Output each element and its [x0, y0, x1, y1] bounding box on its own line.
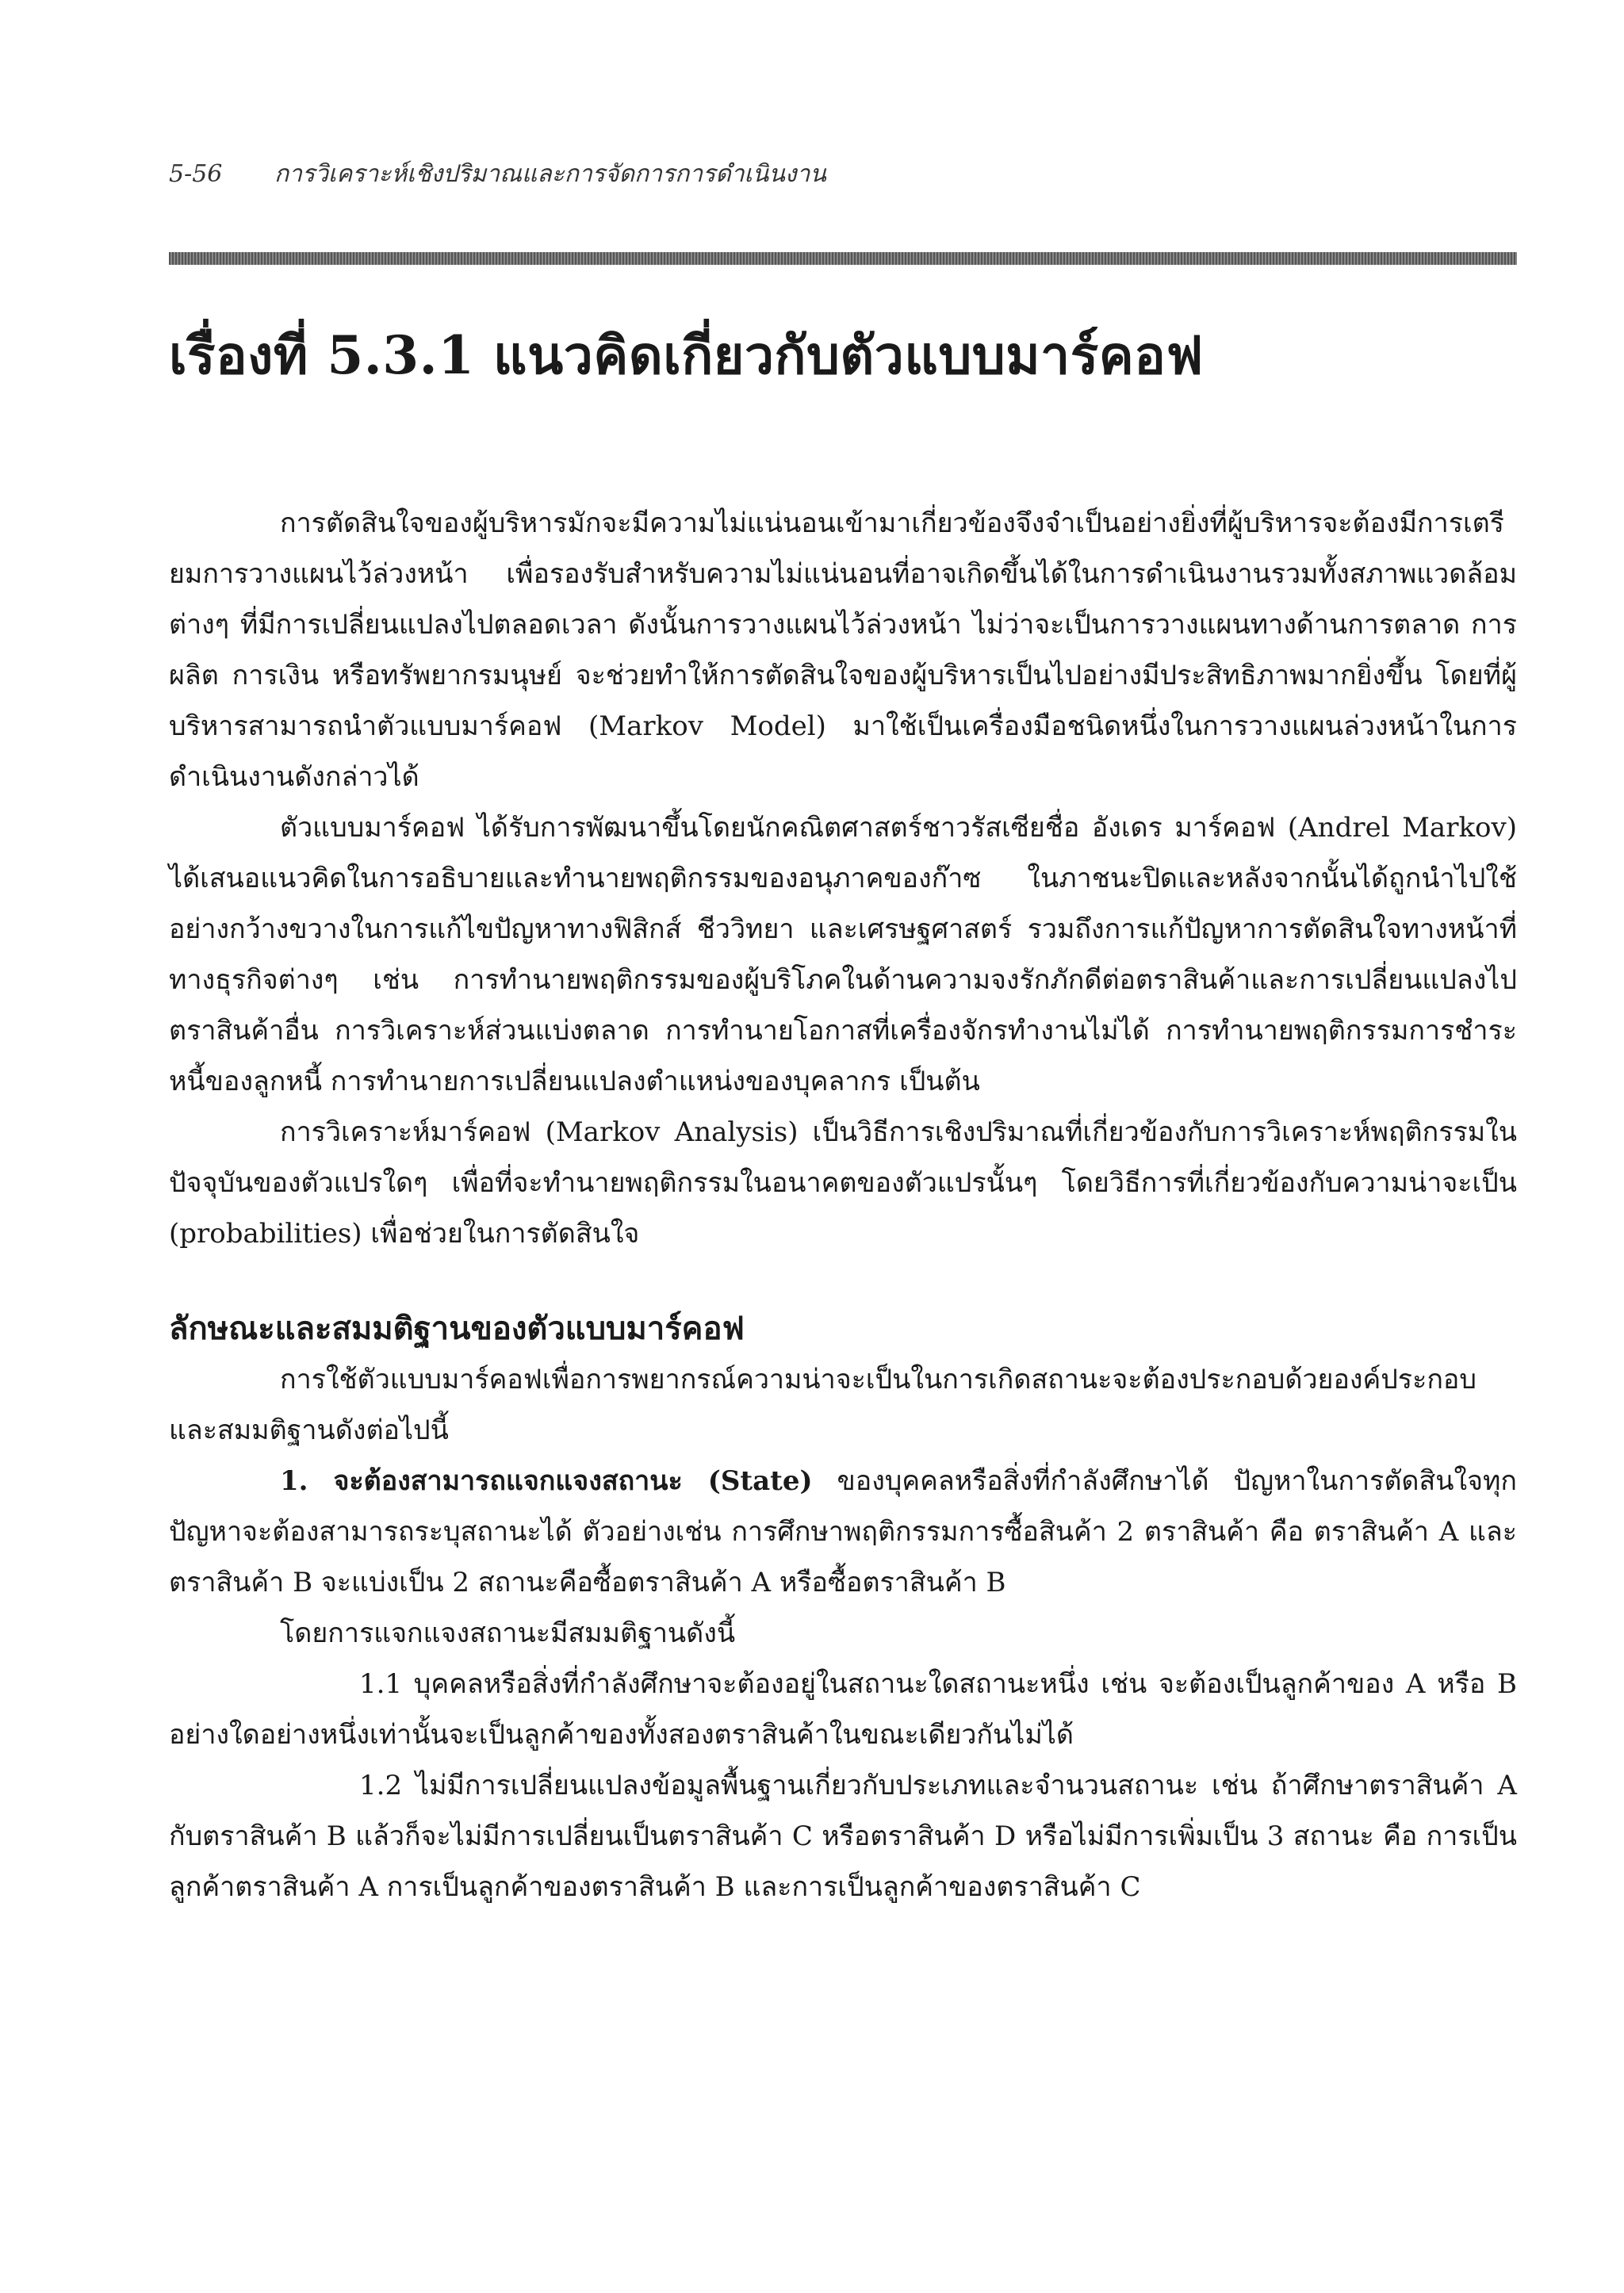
- paragraph: การตัดสินใจของผู้บริหารมักจะมีความไม่แน่นอนเข้ามาเกี่ยวข้องจึงจำเป็นอย่างยิ่งที่ผู้บริหารจะต้องมีการเตรียมการวางแผนไว้ล่วงหน้า เพื่อรองรับสำหรับความไม่แน่นอนที่อาจเกิดขึ้นได้ในการดำเนินงานรวมทั้งสภาพแวดล้อมต่างๆ ที่มีการเปลี่ยนแปลงไปตลอดเวลา ดังนั้นการวางแผนไว้ล่วงหน้า ไม่ว่าจะเป็นการวางแผนทางด้านการตลาด การผลิต การเงิน หรือทรัพยากรมนุษย์ จะช่วยทำให้การตัดสินใจของผู้บริหารเป็นไปอย่างมีประสิทธิภาพมากยิ่งขึ้น โดยที่ผู้บริหารสามารถนำตัวแบบมาร์คอฟ (Markov Model) มาใช้เป็นเครื่องมือชนิดหนึ่งในการวางแผนล่วงหน้าในการดำเนินงานดังกล่าวได้: [169, 507, 1517, 793]
- page-number: 5-56: [169, 160, 223, 188]
- list-item: [169, 1456, 1517, 1608]
- paragraph: ตัวแบบมาร์คอฟ ได้รับการพัฒนาขึ้นโดยนักคณิตศาสตร์ชาวรัสเซียชื่อ อังเดร มาร์คอฟ (Andrel Markov) ได้เสนอแนวคิดในการอธิบายและทำนายพฤติกรรมของอนุภาคของก๊าซ ในภาชนะปิดและหลังจากนั้นได้ถูกนำไปใช้อย่างกว้างขวางในการแก้ไขปัญหาทางฟิสิกส์ ชีววิทยา และเศรษฐศาสตร์ รวมถึงการแก้ปัญหาการตัดสินใจทางหน้าที่ทางธุรกิจต่างๆ เช่น การทำนายพฤติกรรมของผู้บริโภคในด้านความจงรักภักดีต่อตราสินค้าและการเปลี่ยนแปลงไปตราสินค้าอื่น การวิเคราะห์ส่วนแบ่งตลาด การทำนายโอกาสที่เครื่องจักรทำงานไม่ได้ การทำนายพฤติกรรมการชำระหนี้ของลูกหนี้ การทำนายการเปลี่ยนแปลงตำแหน่งของบุคลากร เป็นต้น: [169, 812, 1517, 1097]
- page-title: เรื่องที่ 5.3.1 แนวคิดเกี่ยวกับตัวแบบมาร์คอฟ: [169, 324, 1204, 386]
- sub-item: 1.2 ไม่มีการเปลี่ยนแปลงข้อมูลพื้นฐานเกี่ยวกับประเภทและจำนวนสถานะ เช่น ถ้าศึกษาตราสินค้า A กับตราสินค้า B แล้วก็จะไม่มีการเปลี่ยนเป็นตราสินค้า C หรือตราสินค้า D หรือไม่มีการเพิ่มเป็น 3 สถานะ คือ การเป็นลูกค้าตราสินค้า A การเป็นลูกค้าของตราสินค้า B และการเป็นลูกค้าของตราสินค้า C: [169, 1770, 1517, 1903]
- section-heading: ลักษณะและสมมติฐานของตัวแบบมาร์คอฟ: [169, 1310, 745, 1347]
- section-intro: การใช้ตัวแบบมาร์คอฟเพื่อการพยากรณ์ความน่าจะเป็นในการเกิดสถานะจะต้องประกอบด้วยองค์ประกอบและสมมติฐานดังต่อไปนี้: [169, 1364, 1477, 1446]
- list-item-text: ของบุคคลหรือสิ่งที่กำลังศึกษาได้ ปัญหาในการตัดสินใจทุกปัญหาจะต้องสามารถระบุสถานะได้ ตัวอย่างเช่น การศึกษาพฤติกรรมการซื้อสินค้า 2 ตราสินค้า คือ ตราสินค้า A และตราสินค้า B จะแบ่งเป็น 2 สถานะคือซื้อตราสินค้า A หรือซื้อตราสินค้า B: [169, 1465, 1517, 1598]
- assumption-intro: โดยการแจกแจงสถานะมีสมมติฐานดังนี้: [280, 1617, 736, 1649]
- body-text: [169, 498, 1517, 1912]
- running-header: [169, 155, 826, 193]
- running-title: การวิเคราะห์เชิงปริมาณและการจัดการการดำเนินงาน: [274, 160, 826, 188]
- paragraph: การวิเคราะห์มาร์คอฟ (Markov Analysis) เป็นวิธีการเชิงปริมาณที่เกี่ยวข้องกับการวิเคราะห์พฤติกรรมในปัจจุบันของตัวแปรใดๆ เพื่อที่จะทำนายพฤติกรรมในอนาคตของตัวแปรนั้นๆ โดยวิธีการที่เกี่ยวข้องกับความน่าจะเป็น (probabilities) เพื่อช่วยในการตัดสินใจ: [169, 1116, 1517, 1250]
- sub-item: 1.1 บุคคลหรือสิ่งที่กำลังศึกษาจะต้องอยู่ในสถานะใดสถานะหนึ่ง เช่น จะต้องเป็นลูกค้าของ A หรือ B อย่างใดอย่างหนึ่งเท่านั้นจะเป็นลูกค้าของทั้งสองตราสินค้าในขณะเดียวกันไม่ได้: [169, 1668, 1517, 1751]
- list-item-lead: 1. จะต้องสามารถแจกแจงสถานะ (State): [280, 1465, 813, 1497]
- header-divider: [169, 252, 1517, 265]
